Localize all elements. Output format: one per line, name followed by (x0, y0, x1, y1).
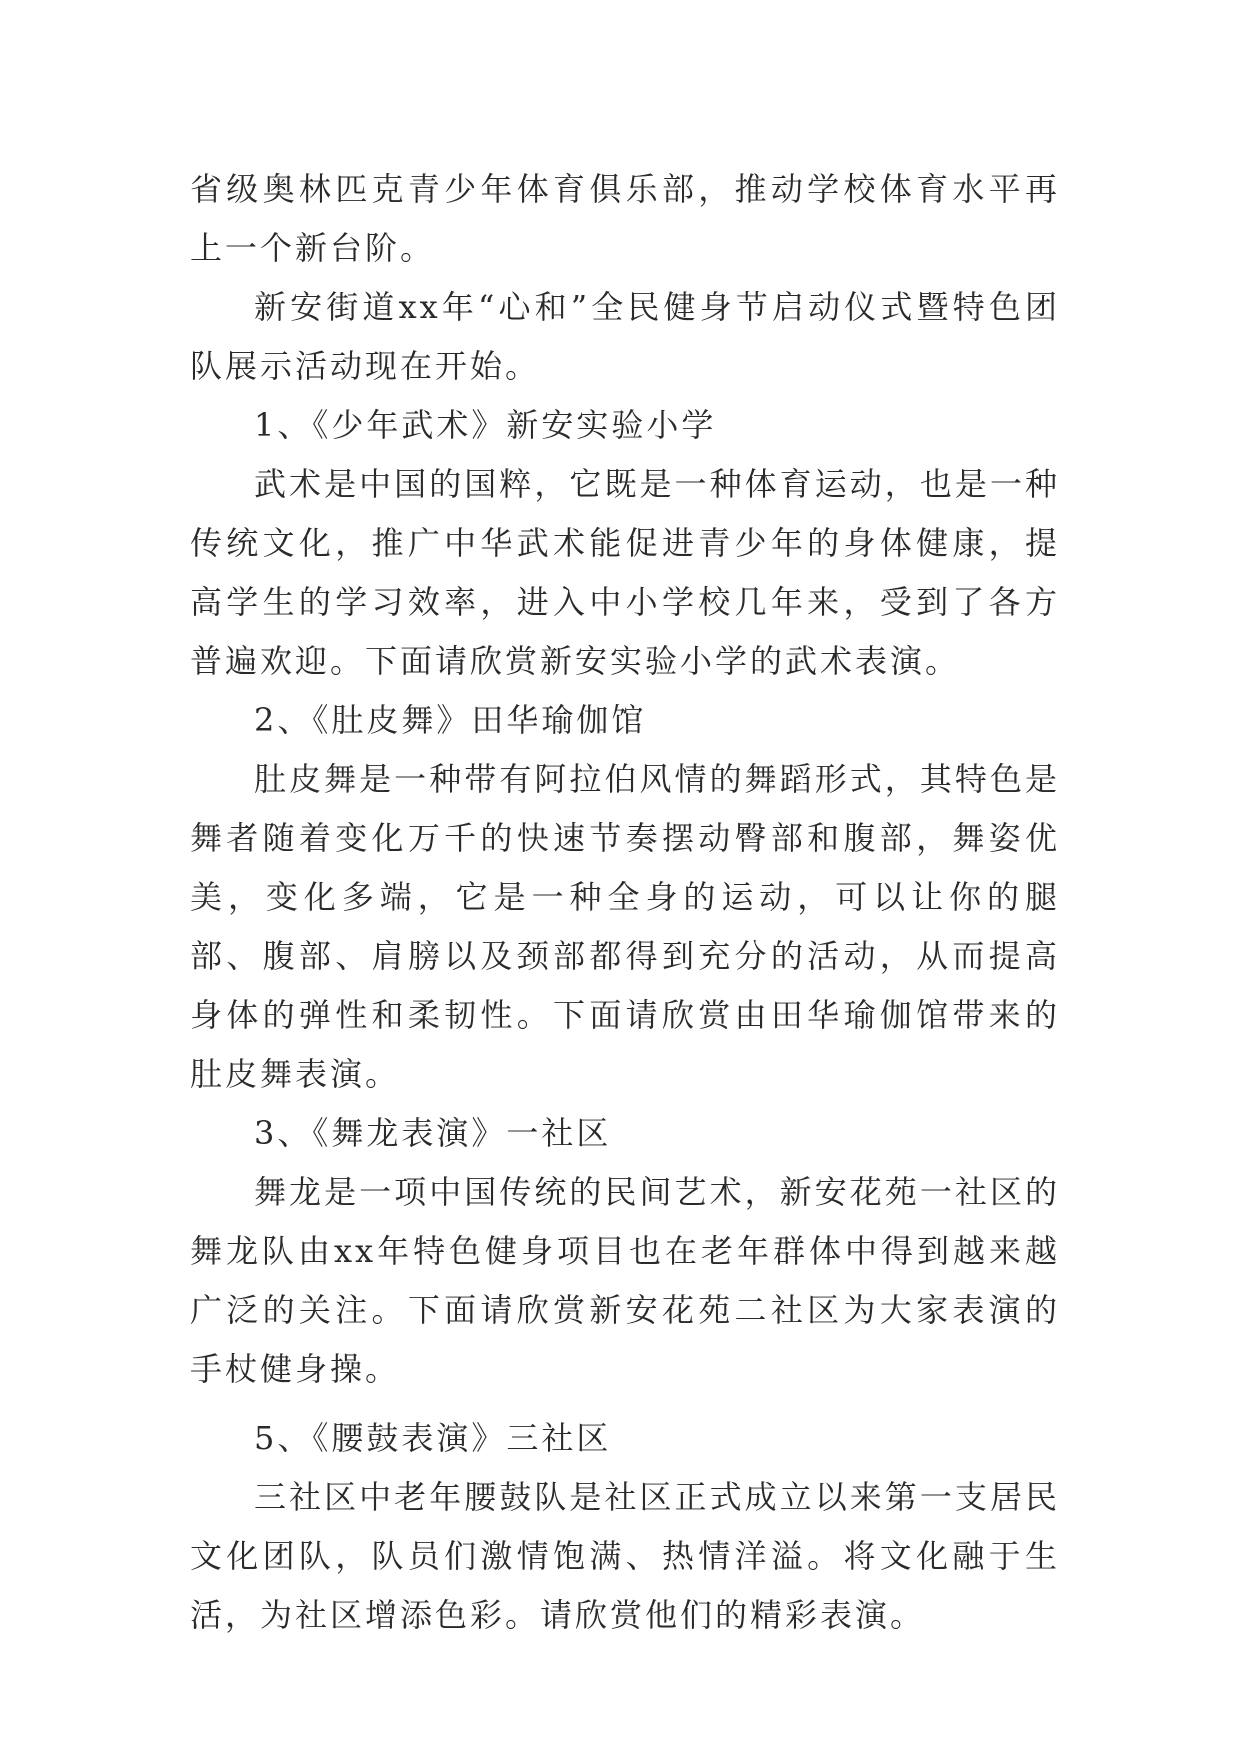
program-item-5-title: 5、《腰鼓表演》三社区 (254, 1419, 612, 1457)
program-item-2-description: 肚皮舞是一种带有阿拉伯风情的舞蹈形式，其特色是舞者随着变化万千的快速节奏摆动臀部和腹部，舞姿优美，变化多端，它是一种全身的运动，可以让你的腿部、腹部、肩膀以及颈部都得到充分的活动，从而提高身体的弹性和柔韧性。下面请欣赏由田华瑜伽馆带来的肚皮舞表演。 (190, 760, 1060, 1093)
program-item-5-description: 三社区中老年腰鼓队是社区正式成立以来第一支居民文化团队，队员们激情饱满、热情洋溢。将文化融于生活，为社区增添色彩。请欣赏他们的精彩表演。 (190, 1478, 1060, 1634)
program-item-2-title: 2、《肚皮舞》田华瑜伽馆 (254, 701, 647, 739)
paragraph-opening-announcement: 新安街道xx年“心和”全民健身节启动仪式暨特色团队展示活动现在开始。 (190, 288, 1060, 385)
program-item-3-description: 舞龙是一项中国传统的民间艺术，新安花苑一社区的舞龙队由xx年特色健身项目也在老年群体中得到越来越广泛的关注。下面请欣赏新安花苑二社区为大家表演的手杖健身操。 (190, 1173, 1060, 1388)
program-item-1-title: 1、《少年武术》新安实验小学 (254, 406, 717, 444)
program-item-3-title: 3、《舞龙表演》一社区 (254, 1114, 612, 1152)
document-body (190, 160, 1060, 1645)
program-item-1-description: 武术是中国的国粹，它既是一种体育运动，也是一种传统文化，推广中华武术能促进青少年的身体健康，提高学生的学习效率，进入中小学校几年来，受到了各方普遍欢迎。下面请欣赏新安实验小学的武术表演。 (190, 465, 1060, 680)
paragraph-club-continuation: 省级奥林匹克青少年体育俱乐部，推动学校体育水平再上一个新台阶。 (190, 170, 1060, 267)
